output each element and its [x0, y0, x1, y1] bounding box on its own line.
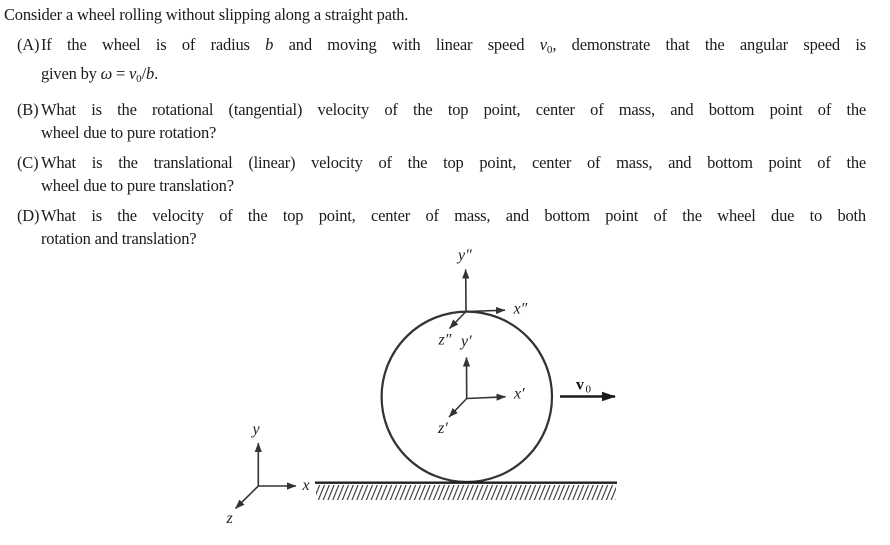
ground-hatching — [316, 485, 616, 500]
ground-frame-z-axis-arrow — [236, 486, 259, 509]
item-a-line1-text: If the wheel is of radius — [41, 35, 266, 54]
item-a-label: (A) — [17, 35, 40, 54]
top-frame-x-axis-arrow — [466, 310, 505, 311]
var-v: v — [539, 35, 547, 54]
top-frame-z-axis-arrow — [450, 312, 467, 329]
center-frame-z-axis-arrow — [449, 399, 467, 418]
var-b: b — [265, 35, 274, 54]
top-frame-z-label: z″ — [438, 331, 452, 349]
ground-frame-y-label: y — [252, 421, 260, 438]
var-b2: b — [146, 64, 155, 83]
item-b-line2: wheel due to pure rotation? — [41, 123, 217, 142]
item-b-line1: What is the rotational (tangential) velocity of the top point, center of mass, and bottom point of the — [41, 100, 866, 119]
item-a-line1-text3: , demonstrate that the angular speed is — [552, 35, 866, 54]
item-c-line1: What is the translational (linear) velocity of the top point, center of mass, and bottom point of the — [41, 153, 866, 172]
center-frame-z-label: z′ — [438, 420, 448, 437]
center-frame-y-label: y′ — [461, 333, 472, 350]
ground-frame — [236, 443, 297, 509]
velocity-symbol: v — [576, 376, 584, 394]
item-c-line2: wheel due to pure translation? — [41, 176, 234, 195]
item-d-line2: rotation and translation? — [41, 229, 197, 248]
var-v-subscript: 0 — [546, 44, 553, 56]
top-frame-y-label: y″ — [458, 247, 472, 264]
problem-intro: Consider a wheel rolling without slipping along a straight path. — [4, 5, 409, 24]
ground-frame-z-label: z — [226, 510, 233, 527]
var-v2-subscript: 0 — [136, 73, 142, 85]
item-a-line1-text2: and moving with linear speed — [273, 35, 540, 54]
center-frame — [449, 358, 506, 418]
item-d-label: (D) — [17, 206, 40, 225]
ground-frame-x-label: x — [302, 477, 310, 494]
item-d-line1: What is the velocity of the top point, center of mass, and bottom point of the wheel due to both — [41, 206, 866, 225]
velocity-subscript: 0 — [585, 383, 591, 396]
top-frame-x-label: x″ — [513, 300, 528, 318]
var-v2: v — [129, 64, 137, 83]
fraction-slash: / — [141, 64, 147, 83]
item-c-label: (C) — [17, 153, 39, 172]
period: . — [154, 64, 159, 83]
center-frame-x-label: x′ — [514, 385, 525, 403]
equals-sign: = — [112, 64, 130, 83]
top-frame — [450, 270, 506, 329]
item-b-label: (B) — [17, 100, 39, 119]
var-omega: ω — [100, 64, 113, 83]
item-a-line2-text: given by — [41, 64, 101, 83]
center-frame-x-axis-arrow — [467, 397, 506, 399]
